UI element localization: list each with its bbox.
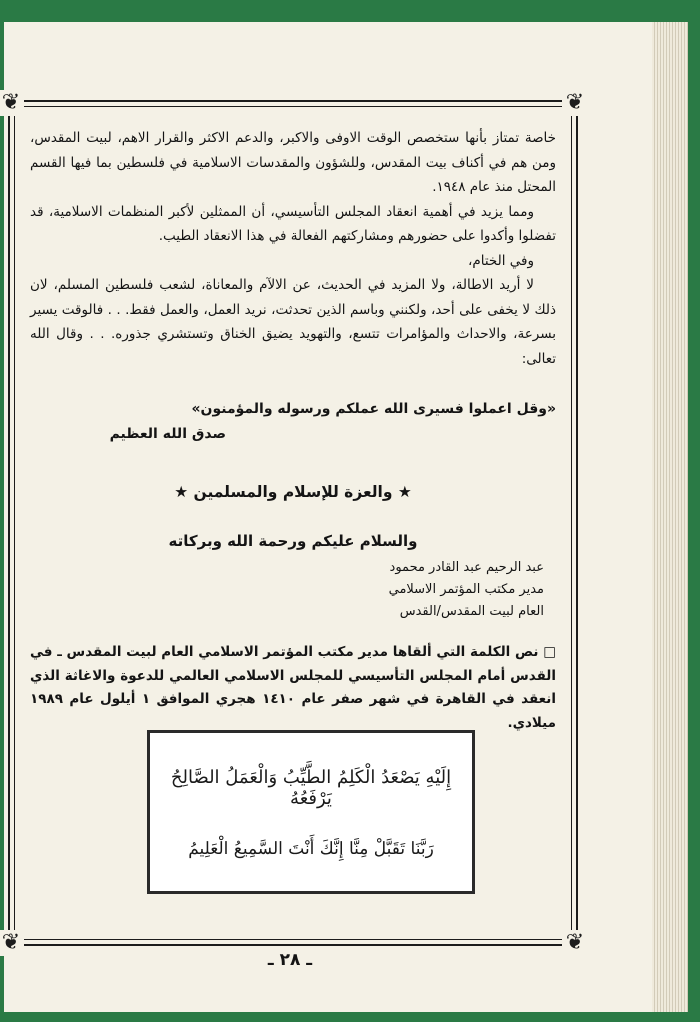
slogan: ★ والعزة للإسلام والمسلمين ★ [174,483,412,501]
closing-heading: وفي الختام، [468,252,534,269]
signature-title: العام لبيت المقدس/القدس [399,604,544,619]
quote-closing: صدق الله العظيم [109,425,226,442]
signature-title: مدير مكتب المؤتمر الاسلامي [388,582,544,597]
article-body [30,126,556,735]
background-band [0,1012,700,1022]
signature-block [30,557,556,623]
calligraphy-verse: رَبَّنَا تَقَبَّلْ مِنَّا إِنَّكَ أَنْتَ السَّمِيعُ الْعَلِيمُ [188,839,434,859]
note-box-icon: □ [543,644,556,660]
corner-ornament-icon: ❦ [0,90,24,116]
calligraphy-verse: إِلَيْهِ يَصْعَدُ الْكَلِمُ الطَّيِّبُ وَالْعَمَلُ الصَّالِحُ يَرْفَعُهُ [170,767,452,809]
page-edge [652,22,688,1012]
corner-ornament-icon: ❦ [562,90,588,116]
signature-name: عبد الرحيم عبد القادر محمود [389,560,544,575]
paragraph: ومما يزيد في أهمية انعقاد المجلس التأسيسي، أن الممثلين لأكبر المنظمات الاسلامية، قد تفضلوا وأكدوا على حضورهم ومشاركتهم الفعالة في هذا الانعقاد الطيب. [30,203,556,244]
greeting: والسلام عليكم ورحمة الله وبركاته [168,531,418,550]
page-number: ـ ٢٨ ـ [267,950,313,970]
paragraph: خاصة تمتاز بأنها ستخصص الوقت الاوفى والاكبر، والدعم الاكثر والقرار الاهم، لبيت المقدس، ومن هم في أكناف بيت المقدس، وللشؤون والمقدسات الاسلامية في فلسطين بما فيها القسم المحتل منذ عام ١٩٤٨. [30,130,556,195]
source-note-text: نص الكلمة التي ألقاها مدير مكتب المؤتمر الاسلامي العام لبيت المقدس ـ في القدس أمام المجلس التأسيسي للمجلس الاسلامي العالمي للدعوة والاغاثة الذي انعقد في القاهرة في شهر صفر عام ١٤١٠ هجري الموافق ١ أيلول عام ١٩٨٩ ميلادي. [30,644,557,731]
calligraphy-box [147,730,475,894]
paragraph: لا أريد الاطالة، ولا المزيد في الحديث، عن الالآم والمعاناة، لشعب فلسطين المسلم، لان ذلك لا يخفى على أحد، ولكنني وباسم الذين تحدثت، نريد العمل، والعمل فقط. . . فالوقت يسير بسرعة، والاحداث والمؤامرات تتسع، والتهويد يضيق الخناق وتستشري جذوره. . . وقال الله تعالى: [30,277,556,367]
quran-quote: «وقل اعملوا فسيرى الله عملكم ورسوله والمؤمنون» [191,401,556,417]
source-note [30,641,556,735]
corner-ornament-icon: ❦ [562,930,588,956]
corner-ornament-icon: ❦ [0,930,24,956]
